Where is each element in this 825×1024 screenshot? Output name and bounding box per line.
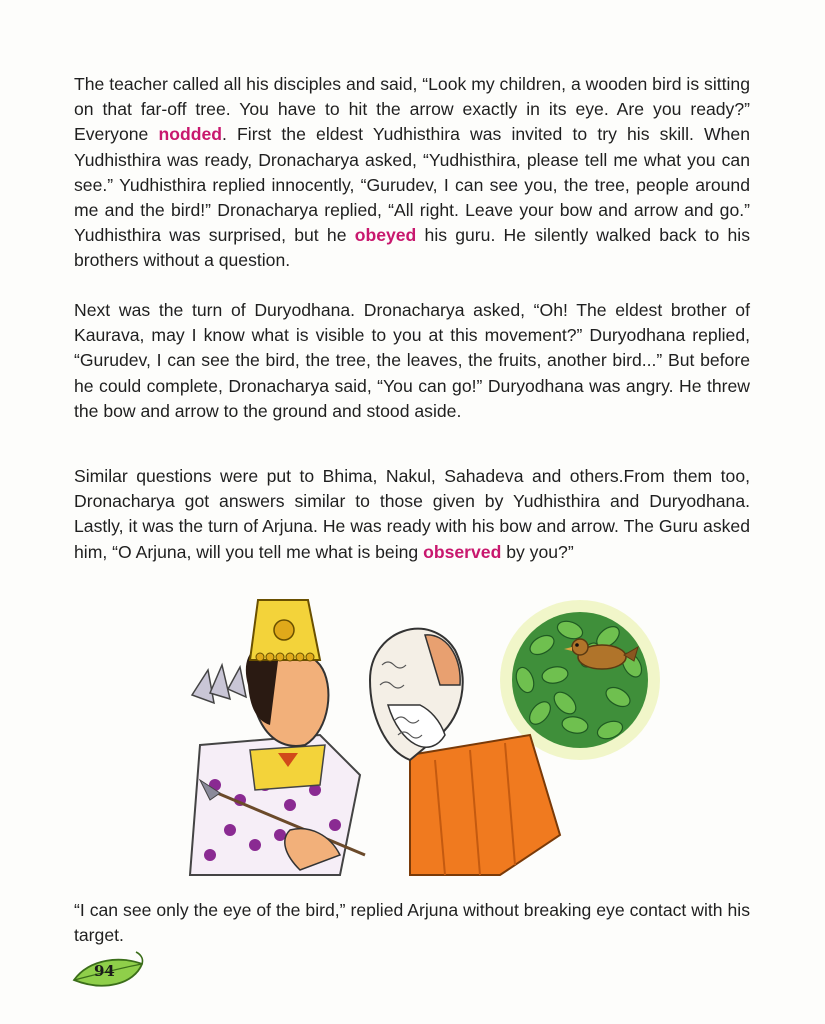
paragraph-2 bbox=[74, 298, 750, 424]
arrow-quiver bbox=[192, 665, 246, 703]
p3-text-a: Similar questions were put to Bhima, Nakul, Sahadeva and others.From them too, Dronacharya got answers similar to those given by Yudhisthira and Duryodhana. Lastly, it was the turn of Arjuna. He was ready with his bow and arrow. The Guru asked him, “O Arjuna, will you tell me what is being bbox=[74, 466, 750, 562]
highlight-observed: observed bbox=[423, 541, 502, 562]
paragraph-1 bbox=[74, 72, 750, 274]
arjuna-dronacharya-illustration bbox=[170, 585, 670, 885]
p1-text-b: . First the eldest Yudhisthira was invited to try his skill. When Yudhisthira was ready, Dronacharya asked, “Yudhisthira, please tell me what you can see.” Yudhisthira replied innocently, “Gurudev, I can see you, the tree, people around me and the bird!” Dronacharya replied, “All right. Leave your bow and arrow and go.” Yudhisthira was surprised, but he bbox=[74, 124, 750, 246]
p1-text-a: The teacher called all his disciples and said, “Look my children, a wooden bird is sitting on that far-off tree. You have to hit the arrow exactly in its eye. Are you ready?” Everyone bbox=[74, 74, 750, 145]
p2-text: Next was the turn of Duryodhana. Dronacharya asked, “Oh! The eldest brother of Kaurava, may I know what is visible to you at this movement?” Duryodhana replied, “Gurudev, I can see the bird, the tree, the leaves, the fruits, another bird...” But before he could complete, Dronacharya said, “You can go!” Duryodhana was angry. He threw the bow and arrow to the ground and stood aside. bbox=[74, 300, 750, 421]
page-number: 94 bbox=[94, 962, 115, 980]
highlight-obeyed: obeyed bbox=[354, 225, 417, 246]
p1-text-c: his guru. He silently walked back to his brothers without a question. bbox=[74, 225, 750, 271]
paragraph-4 bbox=[74, 898, 750, 948]
highlight-nodded: nodded bbox=[158, 124, 223, 145]
paragraph-3 bbox=[74, 464, 750, 565]
p4-text: “I can see only the eye of the bird,” replied Arjuna without breaking eye contact with his target. bbox=[74, 900, 750, 946]
p3-text-b: by you?” bbox=[501, 541, 574, 562]
arjuna-figure bbox=[190, 600, 365, 875]
